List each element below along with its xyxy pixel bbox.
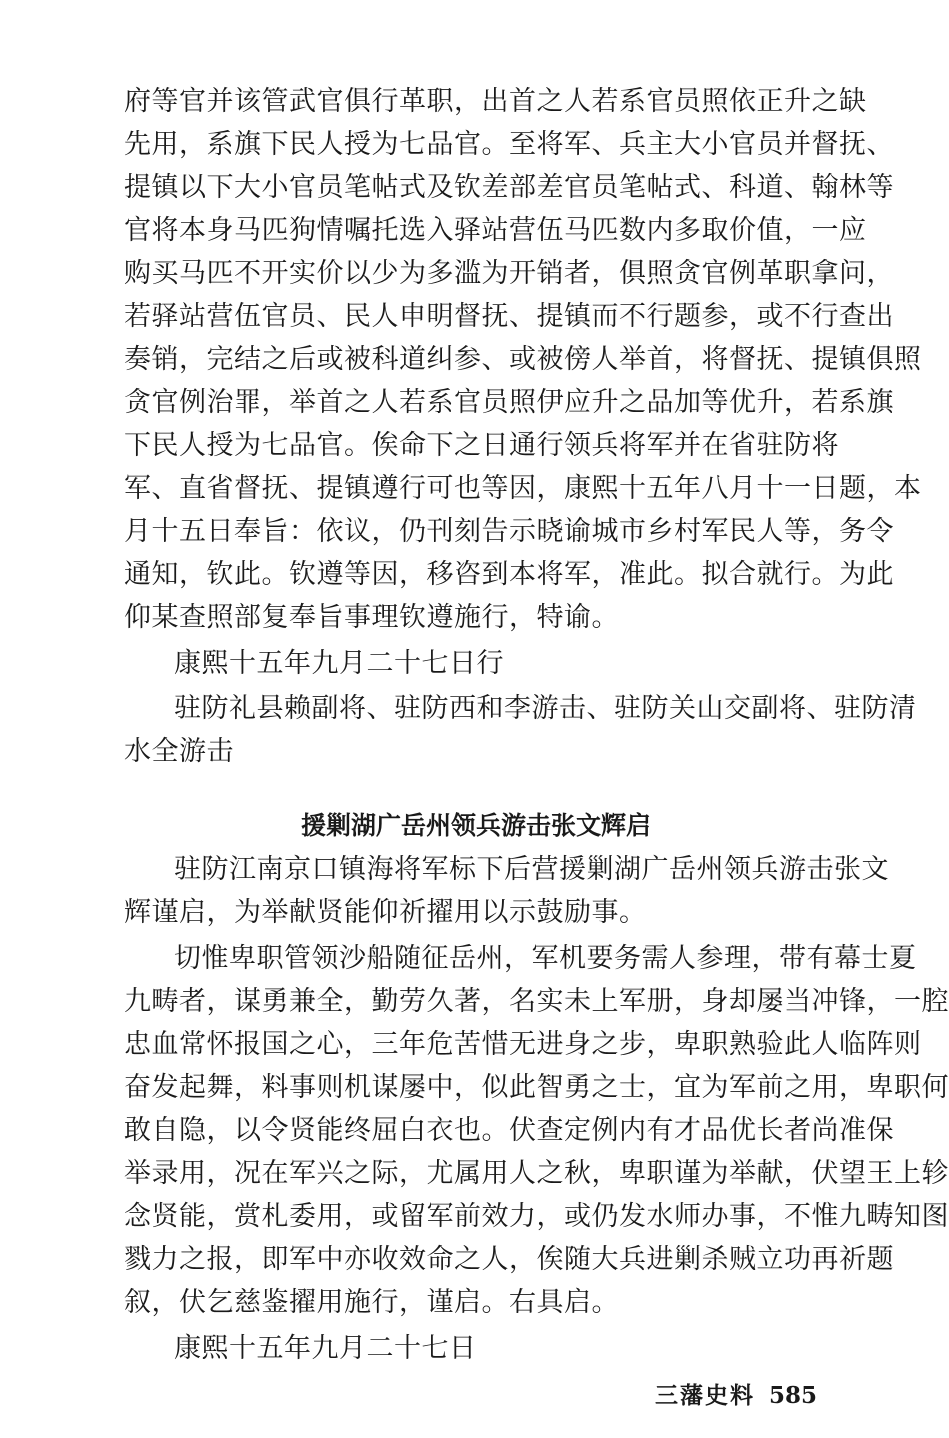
text-line: 九畴者，谋勇兼全，勤劳久著，名实未上军册，身却屡当冲锋，一腔 <box>124 986 949 1017</box>
text-line: 军、直省督抚、提镇遵行可也等因，康熙十五年八月十一日题，本 <box>124 473 922 504</box>
text-line: 月十五日奉旨：依议，仍刊刻告示晓谕城市乡村军民人等，务令 <box>124 516 894 547</box>
recipients-line: 驻防礼县赖副将、驻防西和李游击、驻防关山交副将、驻防清 <box>174 693 917 724</box>
text-line: 举录用，况在军兴之际，尤属用人之秋，卑职谨为举献，伏望王上轸 <box>124 1158 949 1189</box>
text-line: 官将本身马匹狗情嘱托选入驿站营伍马匹数内多取价值，一应 <box>124 215 867 246</box>
book-title: 三藩史料 <box>654 1382 755 1409</box>
text-line: 先用，系旗下民人授为七品官。至将军、兵主大小官员并督抚、 <box>124 129 894 160</box>
text-line: 念贤能，赏札委用，或留军前效力，或仍发水师办事，不惟九畴知图 <box>124 1201 949 1232</box>
text-line: 通知，钦此。钦遵等因，移咨到本将军，准此。拟合就行。为此 <box>124 559 894 590</box>
text-line: 敢自隐，以令贤能终屈白衣也。伏查定例内有才品优长者尚准保 <box>124 1115 894 1146</box>
page-number: 585 <box>768 1382 817 1409</box>
text-line: 戮力之报，即军中亦收效命之人，俟随大兵进剿杀贼立功再祈题 <box>124 1244 894 1275</box>
text-line: 叙，伏乞慈鉴擢用施行，谨启。右具启。 <box>124 1287 619 1318</box>
text-line: 购买马匹不开实价以少为多滥为开销者，俱照贪官例革职拿问， <box>124 258 894 289</box>
recipients-line: 水全游击 <box>124 736 234 767</box>
text-line: 切惟卑职管领沙船随征岳州，军机要务需人参理，带有幕士夏 <box>174 943 917 974</box>
text-line: 奏销，完结之后或被科道纠参、或被傍人举首，将督抚、提镇俱照 <box>124 344 922 375</box>
page-footer <box>655 1380 817 1412</box>
date-line: 康熙十五年九月二十七日行 <box>174 648 504 679</box>
text-line: 府等官并该管武官俱行革职，出首之人若系官员照依正升之缺 <box>124 86 867 117</box>
text-line: 驻防江南京口镇海将军标下后营援剿湖广岳州领兵游击张文 <box>174 854 889 885</box>
text-line: 若驿站营伍官员、民人申明督抚、提镇而不行题参，或不行查出 <box>124 301 894 332</box>
text-line: 下民人授为七品官。俟命下之日通行领兵将军并在省驻防将 <box>124 430 839 461</box>
section-heading: 援剿湖广岳州领兵游击张文辉启 <box>300 811 651 840</box>
text-line: 仰某查照部复奉旨事理钦遵施行，特谕。 <box>124 602 619 633</box>
date-line: 康熙十五年九月二十七日 <box>174 1333 477 1364</box>
text-line: 辉谨启，为举献贤能仰祈擢用以示鼓励事。 <box>124 897 647 928</box>
text-line: 忠血常怀报国之心，三年危苦惜无进身之步，卑职熟验此人临阵则 <box>124 1029 922 1060</box>
text-line: 奋发起舞，料事则机谋屡中，似此智勇之士，宜为军前之用，卑职何 <box>124 1072 949 1103</box>
text-line: 提镇以下大小官员笔帖式及钦差部差官员笔帖式、科道、翰林等 <box>124 172 894 203</box>
text-line: 贪官例治罪，举首之人若系官员照伊应升之品加等优升，若系旗 <box>124 387 894 418</box>
